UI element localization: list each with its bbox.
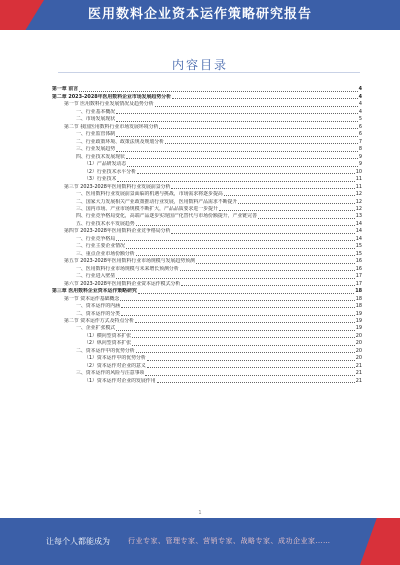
toc-entry-page: 15: [355, 243, 362, 250]
toc-entry-label: 第五节 2023-2028年医用数料行业市场规模与发展趋势预测: [64, 258, 195, 265]
toc-entry-label: 一、行业基本概况: [76, 108, 116, 115]
toc-entry-label: 四、行业技术发展现状: [76, 153, 125, 160]
toc-leader-dots: [159, 128, 357, 129]
toc-entry-page: 16: [355, 258, 362, 265]
toc-leader-dots: [126, 248, 355, 249]
toc-leader-dots: [121, 307, 355, 308]
toc-leader-dots: [127, 166, 358, 167]
toc-leader-dots: [155, 106, 358, 107]
toc-entry[interactable]: [52, 258, 362, 265]
toc-entry-label: （1）资本运作对企业的发展作用: [84, 377, 156, 384]
toc-leader-dots: [117, 181, 354, 182]
toc-leader-dots: [116, 121, 358, 122]
toc-entry-label: 二、行业主要企业情况: [76, 243, 125, 250]
toc-entry-page: 4: [358, 93, 362, 100]
toc-entry-label: 二、资本运作中的优势分析: [76, 347, 135, 354]
toc-entry[interactable]: [52, 377, 362, 384]
toc-entry-page: 21: [355, 377, 362, 384]
toc-entry-page: 19: [355, 325, 362, 332]
toc-leader-dots: [171, 233, 354, 234]
toc-entry-page: 20: [355, 340, 362, 347]
toc-leader-dots: [79, 91, 357, 92]
toc-entry-label: 五、行业技术水平发展趋势: [76, 220, 135, 227]
toc-entry-label: 二、行业政策环境、政策法规及规划分析: [76, 138, 165, 145]
footer-tagline: 行业专家、管理专家、营销专家、战略专家、成功企业家……: [128, 537, 331, 545]
toc-entry-page: 14: [355, 228, 362, 235]
toc-entry-page: 13: [355, 213, 362, 220]
toc-entry[interactable]: [52, 310, 362, 317]
toc-entry[interactable]: [52, 198, 362, 205]
toc-entry[interactable]: [52, 220, 362, 227]
toc-entry[interactable]: [52, 370, 362, 377]
toc-entry-page: 6: [358, 131, 362, 138]
toc-entry[interactable]: [52, 93, 362, 100]
toc-entry-page: 21: [355, 362, 362, 369]
report-title: 医用数料企业资本运作策略研究报告: [87, 7, 312, 22]
toc-entry[interactable]: [52, 191, 362, 198]
toc-entry[interactable]: [52, 146, 362, 153]
toc-entry-label: 第三章 医用数料企业资本运作策略研究: [52, 288, 137, 295]
toc-entry-page: 4: [358, 101, 362, 108]
toc-entry-label: 第四节 2023-2028年医用数料企业竞争格局分析: [64, 228, 171, 235]
toc-leader-dots: [181, 285, 355, 286]
toc-entry[interactable]: [52, 325, 362, 332]
toc-leader-dots: [224, 195, 355, 196]
toc-leader-dots: [135, 322, 355, 323]
toc-entry-page: 18: [355, 288, 362, 295]
toc-entry-page: 9: [358, 153, 362, 160]
toc-entry[interactable]: [52, 123, 362, 130]
toc-entry-label: （3）行业技术: [84, 176, 117, 183]
page-number: 1: [198, 510, 202, 516]
toc-leader-dots: [238, 203, 354, 204]
toc-entry[interactable]: [52, 206, 362, 213]
toc-entry[interactable]: [52, 168, 362, 175]
toc-divider: [58, 72, 360, 73]
footer-bar: [0, 518, 400, 565]
toc-leader-dots: [132, 345, 355, 346]
toc-leader-dots: [116, 330, 355, 331]
toc-entry[interactable]: [52, 176, 362, 183]
toc-entry-label: 第二节 资本运作方式及特点分析: [64, 318, 135, 324]
toc-entry[interactable]: [52, 108, 362, 115]
toc-entry-label: （1）资本运作中的优势分析: [84, 355, 146, 362]
toc-entry[interactable]: [52, 153, 362, 160]
toc-entry-page: 12: [355, 191, 362, 198]
toc-entry-page: 21: [355, 370, 362, 377]
toc-entry[interactable]: [52, 243, 362, 250]
toc-entry-page: 17: [355, 280, 362, 287]
toc-entry-label: （2）资本运作对企业的意义: [84, 362, 146, 369]
toc-entry-label: 四、行业竞争格局变化，高端产品逐步实现国产化替代与市场份额提升，产业链完善: [76, 213, 257, 220]
toc-entry-label: 一、医用数料行业市场规模与未来增长预测分析: [76, 265, 179, 272]
toc-entry[interactable]: [52, 362, 362, 369]
toc-entry-page: 18: [355, 303, 362, 310]
toc-entry-page: 14: [355, 220, 362, 227]
toc-entry[interactable]: [52, 288, 362, 295]
toc-leader-dots: [157, 382, 355, 383]
toc-entry-page: 5: [358, 116, 362, 123]
toc-leader-dots: [120, 300, 354, 301]
toc-leader-dots: [138, 293, 354, 294]
toc-entry[interactable]: [52, 228, 362, 235]
toc-entry-page: 9: [358, 161, 362, 168]
toc-entry[interactable]: [52, 355, 362, 362]
toc-entry-label: （1）横向型资本扩张: [84, 332, 132, 339]
toc-entry[interactable]: [52, 131, 362, 138]
toc-entry-label: 一、企业扩张模式: [76, 325, 116, 332]
toc-entry-page: 17: [355, 273, 362, 280]
table-of-contents: [52, 86, 362, 385]
toc-entry[interactable]: [52, 280, 362, 287]
toc-entry[interactable]: [52, 303, 362, 310]
toc-entry[interactable]: [52, 161, 362, 168]
toc-entry-label: 一、资本运作的内涵: [76, 303, 121, 310]
toc-entry-label: 第三节 2023-2028年医用数料行业发展前景分析: [64, 183, 171, 190]
toc-entry[interactable]: [52, 347, 362, 354]
toc-leader-dots: [136, 255, 355, 256]
toc-entry-page: 19: [355, 310, 362, 317]
toc-leader-dots: [196, 263, 355, 264]
toc-entry-page: 20: [355, 332, 362, 339]
toc-leader-dots: [258, 218, 355, 219]
toc-leader-dots: [219, 210, 355, 211]
toc-entry-label: 一、行业竞争格局: [76, 235, 116, 242]
toc-entry-label: 一、行业监管体制: [76, 131, 116, 138]
toc-entry[interactable]: [52, 295, 362, 302]
toc-entry-label: 三、国内市场、产业市场规模不断扩大，产品品质要求进一步提升: [76, 205, 218, 212]
toc-entry-label: 第六节 2023-2028年医用数料企业资本运作模式分析: [64, 280, 181, 287]
toc-entry-page: 19: [355, 318, 362, 324]
toc-entry[interactable]: [52, 138, 362, 145]
toc-entry[interactable]: [52, 273, 362, 280]
toc-entry[interactable]: [52, 116, 362, 123]
toc-leader-dots: [132, 337, 355, 338]
toc-entry[interactable]: [52, 332, 362, 339]
toc-leader-dots: [116, 136, 358, 137]
toc-entry-page: 6: [358, 123, 362, 130]
toc-entry-label: （2）纵向型资本扩张: [84, 340, 132, 347]
header-banner: [0, 0, 400, 30]
toc-entry-label: （2）行业技术水平分析: [84, 168, 137, 175]
toc-entry[interactable]: [52, 101, 362, 108]
toc-entry-label: 二、行业进入壁垒: [76, 273, 116, 280]
toc-entry[interactable]: [52, 183, 362, 190]
toc-entry[interactable]: [52, 86, 362, 93]
toc-leader-dots: [171, 188, 354, 189]
toc-leader-dots: [147, 360, 355, 361]
toc-entry-page: 20: [355, 347, 362, 354]
toc-entry-page: 11: [355, 183, 362, 190]
toc-leader-dots: [116, 240, 355, 241]
toc-leader-dots: [126, 158, 358, 159]
toc-entry-page: 16: [355, 265, 362, 272]
toc-entry-page: 18: [355, 295, 362, 302]
toc-entry-page: 10: [355, 168, 362, 175]
toc-entry-label: 三、重点企业市场份额分析: [76, 250, 135, 257]
toc-entry[interactable]: [52, 318, 362, 325]
toc-leader-dots: [116, 113, 358, 114]
toc-entry-label: 二、资本运作的分类: [76, 310, 121, 317]
toc-entry-label: 二、市场发展现状: [76, 116, 116, 123]
toc-entry-page: 7: [358, 138, 362, 145]
toc-entry-label: 第二节 我国医用数料行业市场发展环境分析: [64, 123, 159, 130]
toc-entry-label: （1）产品研发动态: [84, 161, 127, 168]
toc-leader-dots: [116, 278, 355, 279]
toc-entry-page: 12: [355, 205, 362, 212]
toc-entry-page: 20: [355, 355, 362, 362]
toc-entry-page: 4: [358, 108, 362, 115]
toc-entry-page: 4: [358, 86, 362, 93]
toc-entry-label: 一、医用数料行业发展前景面临的机遇与挑战，市场需求将逐步提高: [76, 191, 223, 198]
toc-leader-dots: [172, 98, 358, 99]
toc-entry-label: 第一章 前言: [52, 86, 79, 93]
toc-heading: 内容目录: [171, 58, 228, 72]
toc-leader-dots: [136, 352, 355, 353]
toc-entry[interactable]: [52, 250, 362, 257]
toc-entry-page: 11: [355, 176, 362, 183]
toc-entry-page: 14: [355, 235, 362, 242]
toc-entry[interactable]: [52, 235, 362, 242]
toc-leader-dots: [145, 375, 354, 376]
toc-entry-label: 三、资本运作的风险与注意事项: [76, 370, 145, 377]
toc-leader-dots: [137, 173, 355, 174]
toc-leader-dots: [136, 225, 355, 226]
toc-entry-label: 三、行业发展趋势: [76, 146, 116, 153]
toc-entry-label: 二、国家大力发展相关产业政策推动行业发展，医用数料产品需求不断提升: [76, 198, 238, 205]
footer-accent-shape: [360, 518, 400, 565]
toc-entry-label: 第一节 资本运作基础概念: [64, 295, 120, 302]
toc-entry[interactable]: [52, 265, 362, 272]
toc-leader-dots: [121, 315, 355, 316]
toc-entry-page: 15: [355, 250, 362, 257]
toc-leader-dots: [147, 367, 355, 368]
toc-entry[interactable]: [52, 213, 362, 220]
toc-entry-page: 12: [355, 198, 362, 205]
footer-slogan: 让每个人都能成为: [46, 537, 110, 546]
toc-entry-label: 第二章 2023-2028年医用数料企业市场发展趋势分析: [52, 93, 171, 100]
toc-leader-dots: [116, 151, 358, 152]
toc-leader-dots: [180, 270, 355, 271]
toc-entry-page: 8: [358, 146, 362, 153]
toc-entry-label: 第一节 医用数料行业发展情况及趋势分析: [64, 101, 154, 108]
toc-entry[interactable]: [52, 340, 362, 347]
toc-leader-dots: [165, 143, 358, 144]
